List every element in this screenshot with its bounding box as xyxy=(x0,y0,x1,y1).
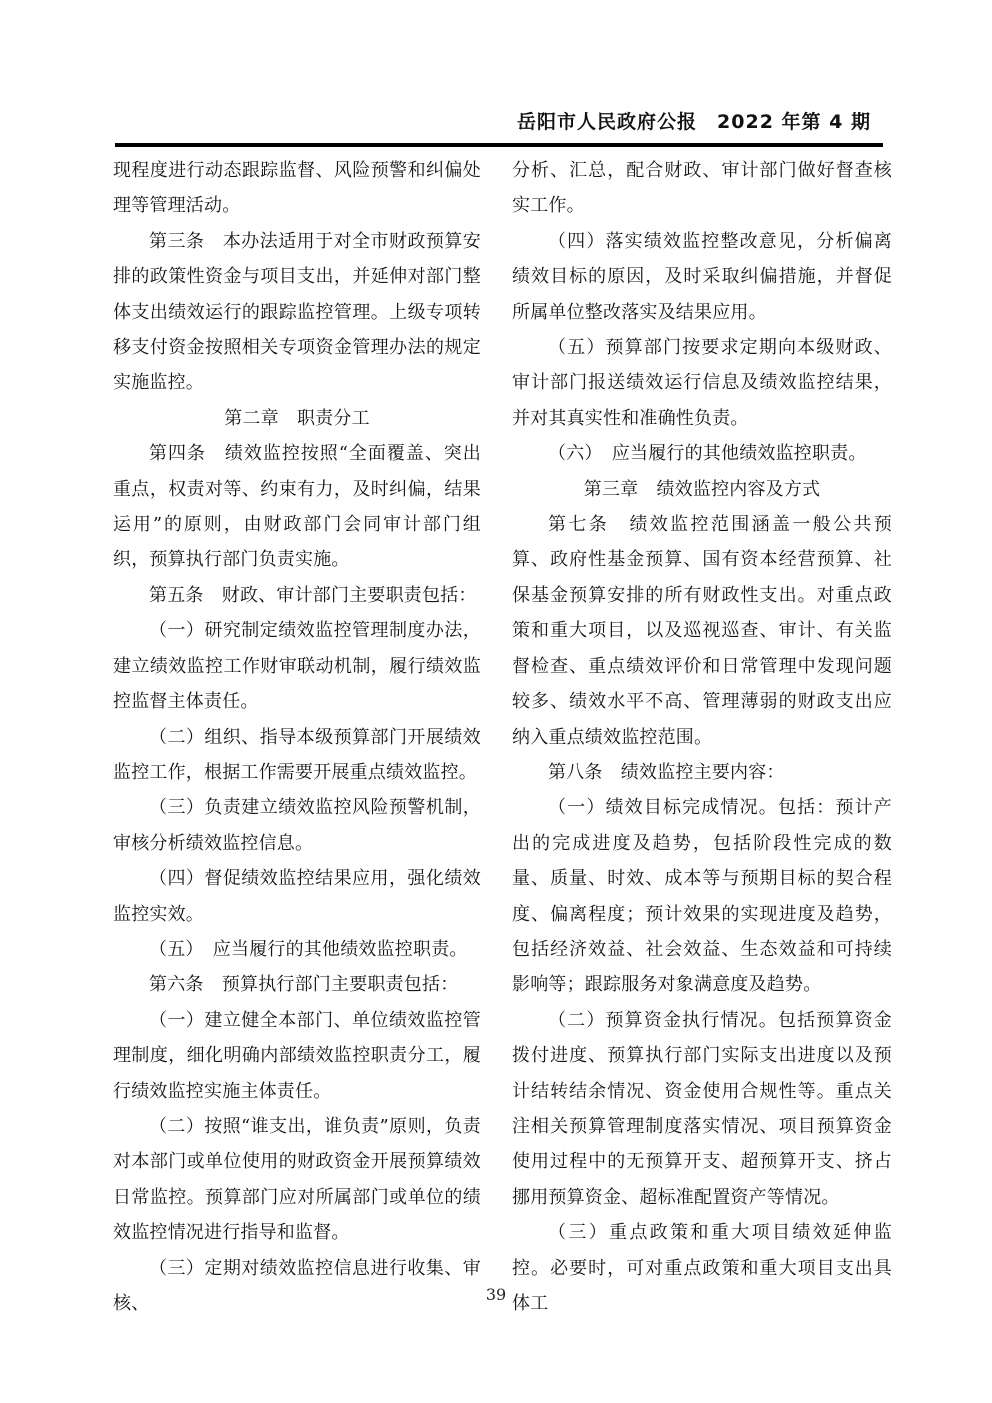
chapter-heading: 第三章 绩效监控内容及方式 xyxy=(583,478,821,500)
right-column xyxy=(512,153,892,1321)
body-paragraph: 第七条 绩效监控范围涵盖一般公共预算、政府性基金预算、国有资本经营预算、社保基金预算安排的所有财政性支出。对重点政策和重大项目，以及巡视巡查、审计、有关监督检查、重点绩效评价和日常管理中发现问题较多、绩效水平不高、管理薄弱的财政支出应纳入重点绩效监控范围。 xyxy=(512,514,892,748)
body-paragraph: （二）预算资金执行情况。包括预算资金拨付进度、预算执行部门实际支出进度以及预计结转结余情况、资金使用合规性等。重点关注相关预算管理制度落实情况、项目预算资金使用过程中的无预算开支、超预算开支、挤占挪用预算资金、超标准配置资产等情况。 xyxy=(512,1009,892,1208)
left-column xyxy=(113,153,481,1321)
body-paragraph: 现程度进行动态跟踪监督、风险预警和纠偏处理等管理活动。 xyxy=(113,160,481,217)
body-paragraph: （三）定期对绩效监控信息进行收集、审核、 xyxy=(113,1257,481,1314)
header-rule xyxy=(115,143,883,147)
body-paragraph: 第三条 本办法适用于对全市财政预算安排的政策性资金与项目支出，并延伸对部门整体支出绩效运行的跟踪监控管理。上级专项转移支付资金按照相关专项资金管理办法的规定实施监控。 xyxy=(113,230,481,394)
body-paragraph: （六） 应当履行的其他绩效监控职责。 xyxy=(548,443,867,465)
body-paragraph: 第六条 预算执行部门主要职责包括： xyxy=(149,974,459,996)
body-paragraph: （四）督促绩效监控结果应用，强化绩效监控实效。 xyxy=(113,868,481,925)
body-paragraph: （三）负责建立绩效监控风险预警机制，审核分析绩效监控信息。 xyxy=(113,797,481,854)
body-paragraph: （二）组织、指导本级预算部门开展绩效监控工作，根据工作需要开展重点绩效监控。 xyxy=(113,726,481,783)
chapter-heading: 第二章 职责分工 xyxy=(224,407,370,429)
body-paragraph: （一）建立健全本部门、单位绩效监控管理制度，细化明确内部绩效监控职责分工，履行绩效监控实施主体责任。 xyxy=(113,1009,481,1102)
body-paragraph: （一）研究制定绩效监控管理制度办法，建立绩效监控工作财审联动机制，履行绩效监控监督主体责任。 xyxy=(113,620,481,713)
body-paragraph: 分析、汇总，配合财政、审计部门做好督查核实工作。 xyxy=(512,160,892,217)
page-header-title: 岳阳市人民政府公报 2022 年第 4 期 xyxy=(517,111,871,133)
body-paragraph: （五）预算部门按要求定期向本级财政、审计部门报送绩效运行信息及绩效监控结果，并对其真实性和准确性负责。 xyxy=(512,337,892,429)
body-paragraph: 第五条 财政、审计部门主要职责包括： xyxy=(149,584,477,606)
body-paragraph: （二）按照“谁支出，谁负责”原则，负责对本部门或单位使用的财政资金开展预算绩效日常监控。预算部门应对所属部门或单位的绩效监控情况进行指导和监督。 xyxy=(113,1115,481,1244)
body-paragraph: 第四条 绩效监控按照“全面覆盖、突出重点，权责对等、约束有力，及时纠偏，结果运用”的原则，由财政部门会同审计部门组织，预算执行部门负责实施。 xyxy=(113,443,481,571)
body-paragraph: （五） 应当履行的其他绩效监控职责。 xyxy=(149,938,468,960)
body-paragraph: （一）绩效目标完成情况。包括：预计产出的完成进度及趋势，包括阶段性完成的数量、质量、时效、成本等与预期目标的契合程度、偏离程度；预计效果的实现进度及趋势，包括经济效益、社会效益、生态效益和可持续影响等；跟踪服务对象满意度及趋势。 xyxy=(512,797,892,996)
page-number: 39 xyxy=(485,1285,507,1304)
body-paragraph: 第八条 绩效监控主要内容： xyxy=(548,761,785,783)
body-paragraph: （四）落实绩效监控整改意见，分析偏离绩效目标的原因，及时采取纠偏措施，并督促所属单位整改落实及结果应用。 xyxy=(512,230,892,323)
body-paragraph: （三）重点政策和重大项目绩效延伸监控。必要时，可对重点政策和重大项目支出具体工 xyxy=(512,1222,892,1314)
